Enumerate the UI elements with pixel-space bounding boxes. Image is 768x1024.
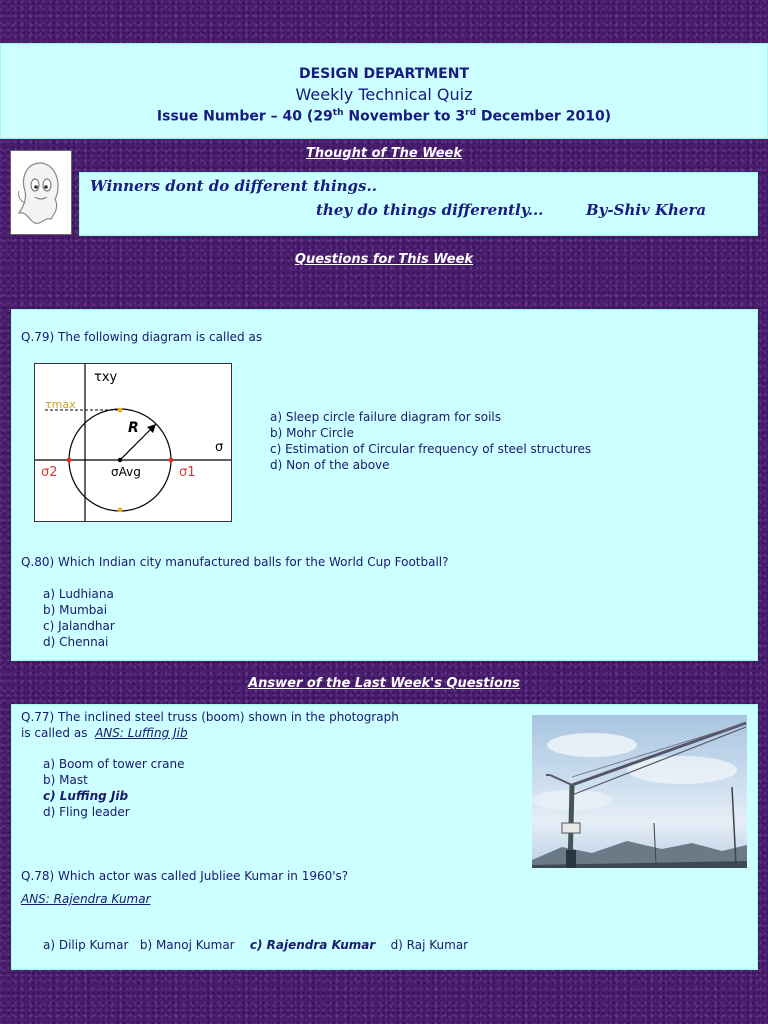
- mohr-diagram: [34, 363, 232, 522]
- sigma-label: σ: [215, 440, 224, 455]
- q77-answer: ANS: Luffing Jib: [95, 726, 188, 740]
- q78-option-c-correct: c) Rajendra Kumar: [249, 938, 376, 952]
- q80-option: b) Mumbai: [43, 603, 108, 617]
- q77-option-correct: c) Luffing Jib: [43, 789, 129, 803]
- ghost-icon: [11, 151, 71, 234]
- questions-heading: Questions for This Week: [294, 252, 474, 267]
- q78-text: Q.78) Which actor was called Jubliee Kumar in 1960's?: [21, 869, 349, 883]
- thought-author: By-Shiv Khera: [586, 201, 707, 219]
- q80-option: c) Jalandhar: [43, 619, 115, 633]
- q78-option-d: d) Raj Kumar: [390, 938, 469, 952]
- header-panel: [0, 43, 768, 139]
- q79-option: d) Non of the above: [270, 458, 390, 472]
- tau-max-label: τmax: [45, 398, 76, 411]
- q78-option-b: b) Manoj Kumar: [139, 938, 235, 952]
- r-label: R: [128, 420, 139, 436]
- q77-text-line2: is called as ANS: Luffing Jib: [21, 726, 188, 740]
- questions-panel: [11, 309, 758, 661]
- thought-line2: they do things differently...: [316, 201, 544, 219]
- answers-heading: Answer of the Last Week's Questions: [248, 676, 520, 691]
- q79-option: c) Estimation of Circular frequency of steel structures: [270, 442, 592, 456]
- department-title: DESIGN DEPARTMENT: [298, 66, 470, 82]
- tau-xy-label: τxy: [94, 370, 118, 385]
- thought-panel: [79, 172, 758, 236]
- q80-option: a) Ludhiana: [43, 587, 114, 601]
- q78-answer: ANS: Rajendra Kumar: [21, 892, 151, 906]
- q77-option: d) Fling leader: [43, 805, 130, 819]
- q80-text: Q.80) Which Indian city manufactured balls for the World Cup Football?: [21, 555, 449, 569]
- q78-option-a: a) Dilip Kumar: [43, 938, 129, 952]
- q79-option: a) Sleep circle failure diagram for soils: [270, 410, 501, 424]
- thought-line1: Winners dont do different things..: [90, 177, 377, 195]
- q78-options: [43, 938, 468, 952]
- q77-text-line1: Q.77) The inclined steel truss (boom) shown in the photograph: [21, 710, 399, 724]
- answers-panel: [11, 704, 758, 970]
- q77-option: a) Boom of tower crane: [43, 757, 185, 771]
- quiz-title: Weekly Technical Quiz: [295, 85, 473, 104]
- sigma2-label: σ2: [41, 465, 58, 480]
- q80-option: d) Chennai: [43, 635, 109, 649]
- issue-number: Issue Number – 40 (29th November to 3rd December 2010): [156, 108, 612, 125]
- q79-text: Q.79) The following diagram is called as: [21, 330, 263, 344]
- thought-heading: Thought of The Week: [306, 146, 462, 161]
- ghost-image: [10, 150, 72, 235]
- crane-photo: [532, 715, 747, 868]
- q77-option: b) Mast: [43, 773, 88, 787]
- sigma1-label: σ1: [179, 465, 196, 480]
- sigma-avg-label: σAvg: [111, 465, 141, 479]
- q79-option: b) Mohr Circle: [270, 426, 354, 440]
